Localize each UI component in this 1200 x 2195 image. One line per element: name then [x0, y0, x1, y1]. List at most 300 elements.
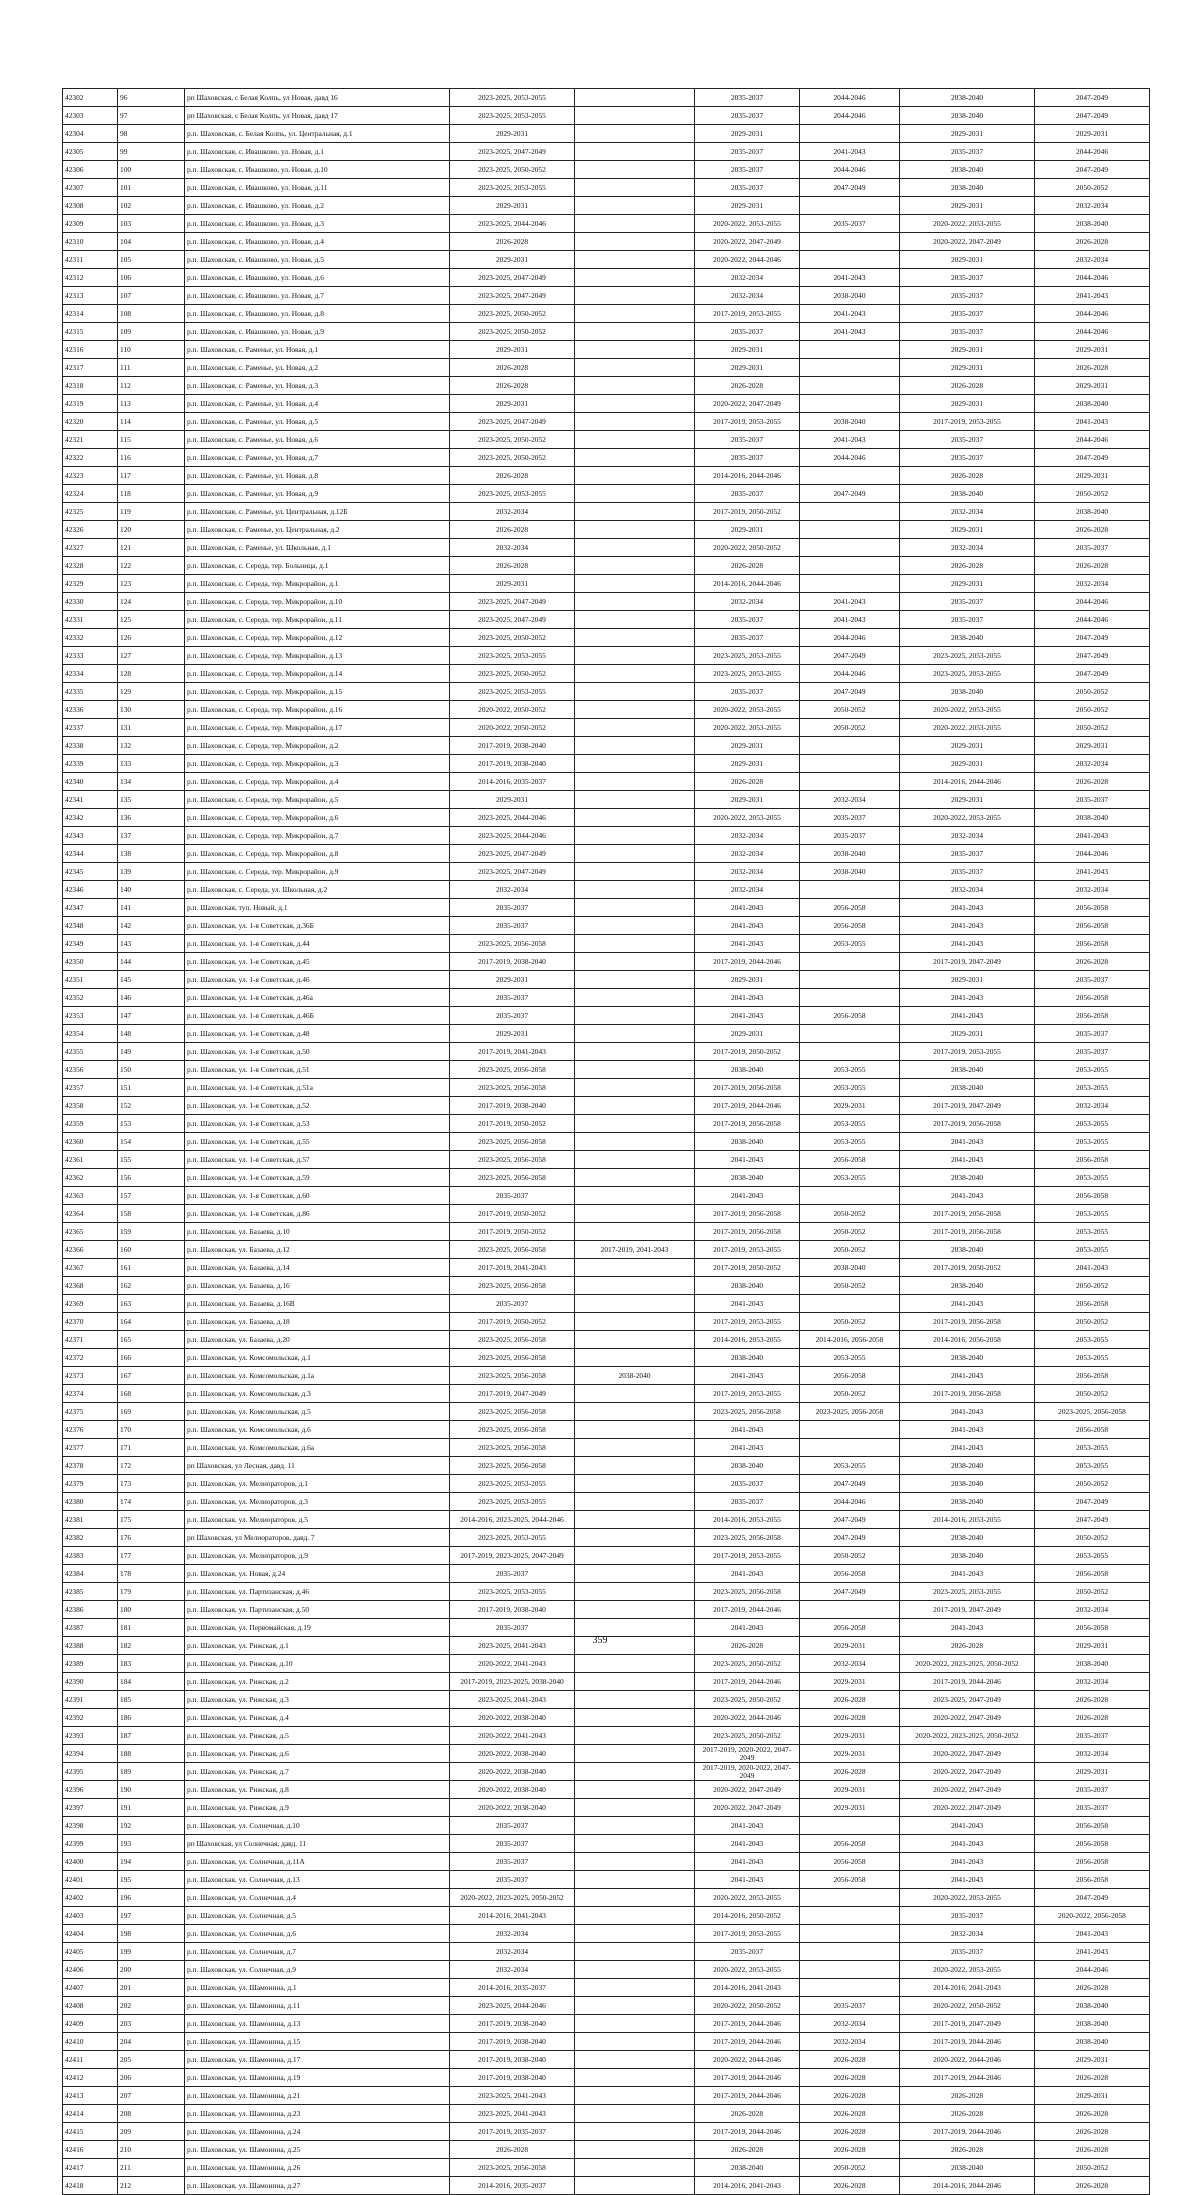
period-1-cell: 2023-2025, 2050-2052: [450, 305, 575, 323]
period-6-cell: 2038-2040: [1035, 1997, 1150, 2015]
table-row: [63, 1457, 1150, 1475]
period-3-cell: 2035-2037: [695, 1475, 800, 1493]
period-3-cell: 2026-2028: [695, 1637, 800, 1655]
period-1-cell: 2023-2025, 2056-2058: [450, 1277, 575, 1295]
period-4-cell: 2029-2031: [800, 1745, 900, 1763]
address-cell: р.п. Шаховская, с. Ивашково, ул. Новая, д.5: [185, 251, 450, 269]
address-cell: р.п. Шаховская, с. Середа, тер. Микрорайон, д.12: [185, 629, 450, 647]
table-row: [63, 737, 1150, 755]
row-number-cell: 180: [118, 1601, 185, 1619]
address-cell: р.п. Шаховская, ул. 1-я Советская, д.44: [185, 935, 450, 953]
period-2-cell: [575, 1997, 695, 2015]
period-5-cell: 2026-2028: [900, 2087, 1035, 2105]
period-1-cell: 2023-2025, 2053-2055: [450, 1493, 575, 1511]
period-1-cell: 2035-2037: [450, 1619, 575, 1637]
record-id-cell: 42409: [63, 2015, 118, 2033]
record-id-cell: 42359: [63, 1115, 118, 1133]
period-3-cell: 2038-2040: [695, 1349, 800, 1367]
address-cell: р.п. Шаховская, с. Раменье, ул. Новая, д.4: [185, 395, 450, 413]
period-2-cell: 2017-2019, 2041-2043: [575, 1241, 695, 1259]
period-4-cell: 2026-2028: [800, 2069, 900, 2087]
period-2-cell: [575, 521, 695, 539]
address-cell: р.п. Шаховская, с. Середа, тер. Микрорайон, д.7: [185, 827, 450, 845]
period-6-cell: 2047-2049: [1035, 1493, 1150, 1511]
address-cell: р.п. Шаховская, с. Середа, тер. Микрорайон, д.8: [185, 845, 450, 863]
row-number-cell: 207: [118, 2087, 185, 2105]
period-3-cell: 2041-2043: [695, 1817, 800, 1835]
row-number-cell: 179: [118, 1583, 185, 1601]
period-1-cell: 2023-2025, 2044-2046: [450, 809, 575, 827]
period-6-cell: 2026-2028: [1035, 1709, 1150, 1727]
period-4-cell: 2047-2049: [800, 1511, 900, 1529]
row-number-cell: 116: [118, 449, 185, 467]
period-2-cell: [575, 251, 695, 269]
table-row: [63, 863, 1150, 881]
record-id-cell: 42344: [63, 845, 118, 863]
row-number-cell: 191: [118, 1799, 185, 1817]
period-1-cell: 2026-2028: [450, 359, 575, 377]
table-row: [63, 143, 1150, 161]
period-4-cell: [800, 989, 900, 1007]
period-6-cell: 2035-2037: [1035, 539, 1150, 557]
period-3-cell: 2032-2034: [695, 269, 800, 287]
address-cell: р.п. Шаховская, с. Середа, тер. Микрорайон, д.6: [185, 809, 450, 827]
period-5-cell: 2029-2031: [900, 737, 1035, 755]
table-row: [63, 1277, 1150, 1295]
period-6-cell: 2044-2046: [1035, 269, 1150, 287]
period-1-cell: 2032-2034: [450, 503, 575, 521]
period-2-cell: [575, 2015, 695, 2033]
period-1-cell: 2017-2019, 2035-2037: [450, 2123, 575, 2141]
address-cell: р.п. Шаховская, ул. Базаева, д.12: [185, 1241, 450, 1259]
address-cell: р.п. Шаховская, ул. 1-я Советская, д.86: [185, 1205, 450, 1223]
period-5-cell: 2020-2022, 2047-2049: [900, 1763, 1035, 1781]
table-row: [63, 1799, 1150, 1817]
period-3-cell: 2023-2025, 2056-2058: [695, 1403, 800, 1421]
record-id-cell: 42356: [63, 1061, 118, 1079]
period-5-cell: 2029-2031: [900, 251, 1035, 269]
period-2-cell: [575, 971, 695, 989]
period-4-cell: [800, 575, 900, 593]
address-cell: р.п. Шаховская, ул. Солнечная, д.13: [185, 1871, 450, 1889]
table-row: [63, 413, 1150, 431]
row-number-cell: 99: [118, 143, 185, 161]
row-number-cell: 193: [118, 1835, 185, 1853]
period-3-cell: 2017-2019, 2053-2055: [695, 1547, 800, 1565]
period-4-cell: 2047-2049: [800, 683, 900, 701]
address-cell: р.п. Шаховская, ул. Базаева, д.14: [185, 1259, 450, 1277]
period-4-cell: 2050-2052: [800, 1223, 900, 1241]
period-1-cell: 2023-2025, 2056-2058: [450, 1151, 575, 1169]
period-1-cell: 2017-2019, 2050-2052: [450, 1313, 575, 1331]
row-number-cell: 143: [118, 935, 185, 953]
period-3-cell: 2014-2016, 2041-2043: [695, 2177, 800, 2195]
table-row: [63, 1979, 1150, 1997]
table-row: [63, 683, 1150, 701]
period-1-cell: 2023-2025, 2053-2055: [450, 683, 575, 701]
period-5-cell: 2041-2043: [900, 1871, 1035, 1889]
row-number-cell: 135: [118, 791, 185, 809]
period-4-cell: 2056-2058: [800, 1853, 900, 1871]
period-5-cell: 2017-2019, 2056-2058: [900, 1385, 1035, 1403]
table-row: [63, 1475, 1150, 1493]
address-cell: р.п. Шаховская, ул. Шамонина, д.11: [185, 1997, 450, 2015]
row-number-cell: 199: [118, 1943, 185, 1961]
period-1-cell: 2023-2025, 2041-2043: [450, 1691, 575, 1709]
period-6-cell: 2056-2058: [1035, 1619, 1150, 1637]
period-5-cell: 2035-2037: [900, 305, 1035, 323]
period-6-cell: 2053-2055: [1035, 1079, 1150, 1097]
period-6-cell: 2056-2058: [1035, 1853, 1150, 1871]
period-2-cell: [575, 1709, 695, 1727]
period-3-cell: 2020-2022, 2053-2055: [695, 809, 800, 827]
period-2-cell: [575, 2069, 695, 2087]
address-cell: р.п. Шаховская, ул. Комсомольская, д.1а: [185, 1367, 450, 1385]
record-id-cell: 42395: [63, 1763, 118, 1781]
address-cell: р.п. Шаховская, ул. Рижская, д.9: [185, 1799, 450, 1817]
record-id-cell: 42306: [63, 161, 118, 179]
period-5-cell: 2029-2031: [900, 125, 1035, 143]
period-6-cell: 2047-2049: [1035, 647, 1150, 665]
address-cell: р.п. Шаховская, ул. Новая, д.24: [185, 1565, 450, 1583]
period-1-cell: 2023-2025, 2053-2055: [450, 647, 575, 665]
period-2-cell: [575, 1169, 695, 1187]
table-row: [63, 197, 1150, 215]
address-cell: р.п. Шаховская, ул. 1-я Советская, д.53: [185, 1115, 450, 1133]
period-3-cell: 2017-2019, 2056-2058: [695, 1115, 800, 1133]
period-6-cell: 2053-2055: [1035, 1439, 1150, 1457]
period-5-cell: 2029-2031: [900, 971, 1035, 989]
record-id-cell: 42354: [63, 1025, 118, 1043]
period-6-cell: 2029-2031: [1035, 2051, 1150, 2069]
row-number-cell: 210: [118, 2141, 185, 2159]
period-4-cell: 2023-2025, 2056-2058: [800, 1403, 900, 1421]
table-row: [63, 719, 1150, 737]
address-cell: р.п. Шаховская, ул. 1-я Советская, д.52: [185, 1097, 450, 1115]
period-2-cell: [575, 1277, 695, 1295]
period-1-cell: 2017-2019, 2038-2040: [450, 737, 575, 755]
period-4-cell: 2041-2043: [800, 143, 900, 161]
period-3-cell: 2014-2016, 2041-2043: [695, 1979, 800, 1997]
row-number-cell: 192: [118, 1817, 185, 1835]
table-row: [63, 1835, 1150, 1853]
period-6-cell: 2041-2043: [1035, 827, 1150, 845]
table-row: [63, 845, 1150, 863]
row-number-cell: 204: [118, 2033, 185, 2051]
period-4-cell: 2038-2040: [800, 413, 900, 431]
record-id-cell: 42363: [63, 1187, 118, 1205]
period-5-cell: 2035-2037: [900, 611, 1035, 629]
period-4-cell: [800, 503, 900, 521]
period-6-cell: 2026-2028: [1035, 1691, 1150, 1709]
period-1-cell: 2014-2016, 2035-2037: [450, 2177, 575, 2195]
period-2-cell: [575, 1817, 695, 1835]
period-6-cell: 2056-2058: [1035, 1187, 1150, 1205]
address-cell: рп Шаховская, с Белая Колпь, ул Новая, давд 17: [185, 107, 450, 125]
period-5-cell: 2032-2034: [900, 1925, 1035, 1943]
address-cell: р.п. Шаховская, с. Середа, тер. Микрорайон, д.13: [185, 647, 450, 665]
address-cell: р.п. Шаховская, ул. 1-я Советская, д.46: [185, 971, 450, 989]
period-6-cell: 2035-2037: [1035, 971, 1150, 989]
row-number-cell: 103: [118, 215, 185, 233]
period-3-cell: 2017-2019, 2056-2058: [695, 1079, 800, 1097]
table-row: [63, 2159, 1150, 2177]
address-cell: р.п. Шаховская, с. Раменье, ул. Новая, д.9: [185, 485, 450, 503]
period-4-cell: 2026-2028: [800, 2177, 900, 2195]
period-6-cell: 2041-2043: [1035, 287, 1150, 305]
period-2-cell: [575, 395, 695, 413]
period-5-cell: 2020-2022, 2044-2046: [900, 2051, 1035, 2069]
table-row: [63, 233, 1150, 251]
period-5-cell: 2041-2043: [900, 1817, 1035, 1835]
record-id-cell: 42364: [63, 1205, 118, 1223]
period-5-cell: 2029-2031: [900, 575, 1035, 593]
period-1-cell: 2026-2028: [450, 467, 575, 485]
period-2-cell: [575, 2051, 695, 2069]
record-id-cell: 42380: [63, 1493, 118, 1511]
period-5-cell: 2014-2016, 2056-2058: [900, 1331, 1035, 1349]
address-cell: р.п. Шаховская, с. Ивашково, ул. Новая, д.9: [185, 323, 450, 341]
period-1-cell: 2020-2022, 2041-2043: [450, 1727, 575, 1745]
table-row: [63, 1547, 1150, 1565]
period-4-cell: 2029-2031: [800, 1799, 900, 1817]
record-id-cell: 42355: [63, 1043, 118, 1061]
address-cell: р.п. Шаховская, с. Ивашково, ул. Новая, д.8: [185, 305, 450, 323]
row-number-cell: 197: [118, 1907, 185, 1925]
period-3-cell: 2035-2037: [695, 431, 800, 449]
period-5-cell: 2041-2043: [900, 1619, 1035, 1637]
record-id-cell: 42313: [63, 287, 118, 305]
table-row: [63, 1781, 1150, 1799]
period-1-cell: 2023-2025, 2056-2058: [450, 935, 575, 953]
period-2-cell: [575, 1889, 695, 1907]
period-3-cell: 2017-2019, 2053-2055: [695, 1385, 800, 1403]
period-6-cell: 2026-2028: [1035, 2177, 1150, 2195]
period-2-cell: [575, 899, 695, 917]
period-3-cell: 2029-2031: [695, 971, 800, 989]
record-id-cell: 42340: [63, 773, 118, 791]
period-1-cell: 2014-2016, 2035-2037: [450, 1979, 575, 1997]
period-4-cell: 2032-2034: [800, 791, 900, 809]
row-number-cell: 198: [118, 1925, 185, 1943]
address-cell: р.п. Шаховская, с. Раменье, ул. Центральная, д.12Б: [185, 503, 450, 521]
period-5-cell: 2020-2022, 2023-2025, 2050-2052: [900, 1727, 1035, 1745]
address-cell: р.п. Шаховская, ул. 1-я Советская, д.48: [185, 1025, 450, 1043]
table-row: [63, 989, 1150, 1007]
address-cell: р.п. Шаховская, ул. Солнечная, д.4: [185, 1889, 450, 1907]
period-3-cell: 2035-2037: [695, 1943, 800, 1961]
table-row: [63, 1403, 1150, 1421]
period-4-cell: 2029-2031: [800, 1781, 900, 1799]
period-1-cell: 2017-2019, 2050-2052: [450, 1205, 575, 1223]
period-2-cell: [575, 575, 695, 593]
period-2-cell: [575, 1097, 695, 1115]
row-number-cell: 123: [118, 575, 185, 593]
table-row: [63, 1889, 1150, 1907]
period-6-cell: 2053-2055: [1035, 1547, 1150, 1565]
period-6-cell: 2044-2046: [1035, 305, 1150, 323]
address-cell: р.п. Шаховская, с. Ивашково, ул. Новая, д.10: [185, 161, 450, 179]
period-3-cell: 2017-2019, 2050-2052: [695, 1259, 800, 1277]
period-2-cell: [575, 215, 695, 233]
row-number-cell: 178: [118, 1565, 185, 1583]
address-cell: р.п. Шаховская, с. Ивашково, ул. Новая, д.11: [185, 179, 450, 197]
row-number-cell: 104: [118, 233, 185, 251]
table-row: [63, 1601, 1150, 1619]
record-id-cell: 42333: [63, 647, 118, 665]
period-5-cell: 2017-2019, 2056-2058: [900, 1115, 1035, 1133]
period-4-cell: 2047-2049: [800, 1583, 900, 1601]
table-row: [63, 89, 1150, 107]
period-6-cell: 2032-2034: [1035, 881, 1150, 899]
period-5-cell: 2029-2031: [900, 521, 1035, 539]
period-6-cell: 2038-2040: [1035, 1655, 1150, 1673]
period-1-cell: 2023-2025, 2050-2052: [450, 629, 575, 647]
period-5-cell: 2038-2040: [900, 1457, 1035, 1475]
period-5-cell: 2017-2019, 2047-2049: [900, 2015, 1035, 2033]
table-row: [63, 953, 1150, 971]
table-row: [63, 1151, 1150, 1169]
table-row: [63, 1745, 1150, 1763]
row-number-cell: 152: [118, 1097, 185, 1115]
period-6-cell: 2029-2031: [1035, 341, 1150, 359]
record-id-cell: 42314: [63, 305, 118, 323]
period-6-cell: 2053-2055: [1035, 1457, 1150, 1475]
period-4-cell: [800, 359, 900, 377]
period-6-cell: 2056-2058: [1035, 1835, 1150, 1853]
period-6-cell: 2047-2049: [1035, 107, 1150, 125]
period-3-cell: 2029-2031: [695, 197, 800, 215]
period-6-cell: 2032-2034: [1035, 197, 1150, 215]
record-id-cell: 42383: [63, 1547, 118, 1565]
record-id-cell: 42341: [63, 791, 118, 809]
period-4-cell: 2053-2055: [800, 1115, 900, 1133]
table-row: [63, 809, 1150, 827]
period-3-cell: 2020-2022, 2047-2049: [695, 1781, 800, 1799]
record-id-cell: 42332: [63, 629, 118, 647]
address-cell: р.п. Шаховская, с. Середа, тер. Микрорайон, д.4: [185, 773, 450, 791]
period-1-cell: 2023-2025, 2053-2055: [450, 485, 575, 503]
period-6-cell: 2032-2034: [1035, 251, 1150, 269]
period-2-cell: [575, 1727, 695, 1745]
period-5-cell: 2035-2037: [900, 287, 1035, 305]
record-id-cell: 42322: [63, 449, 118, 467]
period-3-cell: 2038-2040: [695, 1277, 800, 1295]
period-4-cell: [800, 1979, 900, 1997]
record-id-cell: 42367: [63, 1259, 118, 1277]
period-4-cell: 2050-2052: [800, 2159, 900, 2177]
table-row: [63, 251, 1150, 269]
period-1-cell: 2023-2025, 2041-2043: [450, 2105, 575, 2123]
record-id-cell: 42398: [63, 1817, 118, 1835]
period-6-cell: 2026-2028: [1035, 953, 1150, 971]
period-3-cell: 2035-2037: [695, 683, 800, 701]
period-1-cell: 2020-2022, 2050-2052: [450, 719, 575, 737]
period-1-cell: 2023-2025, 2050-2052: [450, 323, 575, 341]
period-4-cell: 2053-2055: [800, 1349, 900, 1367]
period-4-cell: [800, 341, 900, 359]
period-1-cell: 2035-2037: [450, 1817, 575, 1835]
period-5-cell: 2035-2037: [900, 1943, 1035, 1961]
period-3-cell: 2026-2028: [695, 2105, 800, 2123]
period-1-cell: 2023-2025, 2056-2058: [450, 1169, 575, 1187]
period-6-cell: 2029-2031: [1035, 377, 1150, 395]
address-cell: р.п. Шаховская, ул. Базаева, д.16: [185, 1277, 450, 1295]
row-number-cell: 118: [118, 485, 185, 503]
period-4-cell: 2056-2058: [800, 1151, 900, 1169]
period-1-cell: 2026-2028: [450, 521, 575, 539]
address-cell: р.п. Шаховская, ул. Рижская, д.7: [185, 1763, 450, 1781]
period-1-cell: 2023-2025, 2041-2043: [450, 2087, 575, 2105]
period-2-cell: [575, 1457, 695, 1475]
period-3-cell: 2017-2019, 2056-2058: [695, 1223, 800, 1241]
table-row: [63, 1925, 1150, 1943]
period-1-cell: 2032-2034: [450, 881, 575, 899]
period-2-cell: [575, 827, 695, 845]
period-2-cell: [575, 1187, 695, 1205]
period-1-cell: 2023-2025, 2056-2058: [450, 1367, 575, 1385]
address-cell: рп Шаховская, ул Мелиораторов, давд. 7: [185, 1529, 450, 1547]
table-row: [63, 1997, 1150, 2015]
record-id-cell: 42339: [63, 755, 118, 773]
period-4-cell: [800, 377, 900, 395]
period-4-cell: 2050-2052: [800, 719, 900, 737]
period-2-cell: [575, 1979, 695, 1997]
address-cell: р.п. Шаховская, с. Середа, тер. Микрорайон, д.2: [185, 737, 450, 755]
table-row: [63, 701, 1150, 719]
address-cell: р.п. Шаховская, с. Раменье, ул. Школьная, д.1: [185, 539, 450, 557]
period-4-cell: 2050-2052: [800, 1241, 900, 1259]
period-5-cell: 2026-2028: [900, 377, 1035, 395]
period-2-cell: [575, 701, 695, 719]
period-1-cell: 2023-2025, 2047-2049: [450, 143, 575, 161]
address-cell: рп Шаховская, ул Лесная, давд. 11: [185, 1457, 450, 1475]
page-number: 359: [592, 1635, 608, 1646]
period-2-cell: [575, 233, 695, 251]
period-2-cell: [575, 1673, 695, 1691]
row-number-cell: 201: [118, 1979, 185, 1997]
address-cell: р.п. Шаховская, ул. Солнечная, д.9: [185, 1961, 450, 1979]
period-5-cell: 2014-2016, 2053-2055: [900, 1511, 1035, 1529]
period-3-cell: 2020-2022, 2044-2046: [695, 251, 800, 269]
table-row: [63, 1853, 1150, 1871]
table-row: [63, 647, 1150, 665]
period-1-cell: 2017-2019, 2023-2025, 2038-2040: [450, 1673, 575, 1691]
row-number-cell: 181: [118, 1619, 185, 1637]
period-2-cell: [575, 1745, 695, 1763]
period-5-cell: 2017-2019, 2044-2046: [900, 1673, 1035, 1691]
period-5-cell: 2038-2040: [900, 2159, 1035, 2177]
address-cell: р.п. Шаховская, с. Середа, тер. Микрорайон, д.11: [185, 611, 450, 629]
period-6-cell: 2026-2028: [1035, 2141, 1150, 2159]
period-5-cell: 2038-2040: [900, 485, 1035, 503]
address-cell: р.п. Шаховская, с. Середа, тер. Микрорайон, д.9: [185, 863, 450, 881]
record-id-cell: 42407: [63, 1979, 118, 1997]
period-1-cell: 2035-2037: [450, 1187, 575, 1205]
period-6-cell: 2047-2049: [1035, 449, 1150, 467]
table-row: [63, 1313, 1150, 1331]
address-cell: р.п. Шаховская, ул. Шамонина, д.23: [185, 2105, 450, 2123]
address-cell: р.п. Шаховская, ул. Солнечная, д.5: [185, 1907, 450, 1925]
table-row: [63, 1169, 1150, 1187]
period-2-cell: [575, 179, 695, 197]
period-6-cell: 2035-2037: [1035, 1781, 1150, 1799]
record-id-cell: 42379: [63, 1475, 118, 1493]
period-4-cell: 2041-2043: [800, 305, 900, 323]
address-cell: р.п. Шаховская, с. Ивашково, ул. Новая, д.7: [185, 287, 450, 305]
period-4-cell: 2041-2043: [800, 323, 900, 341]
period-2-cell: [575, 1349, 695, 1367]
